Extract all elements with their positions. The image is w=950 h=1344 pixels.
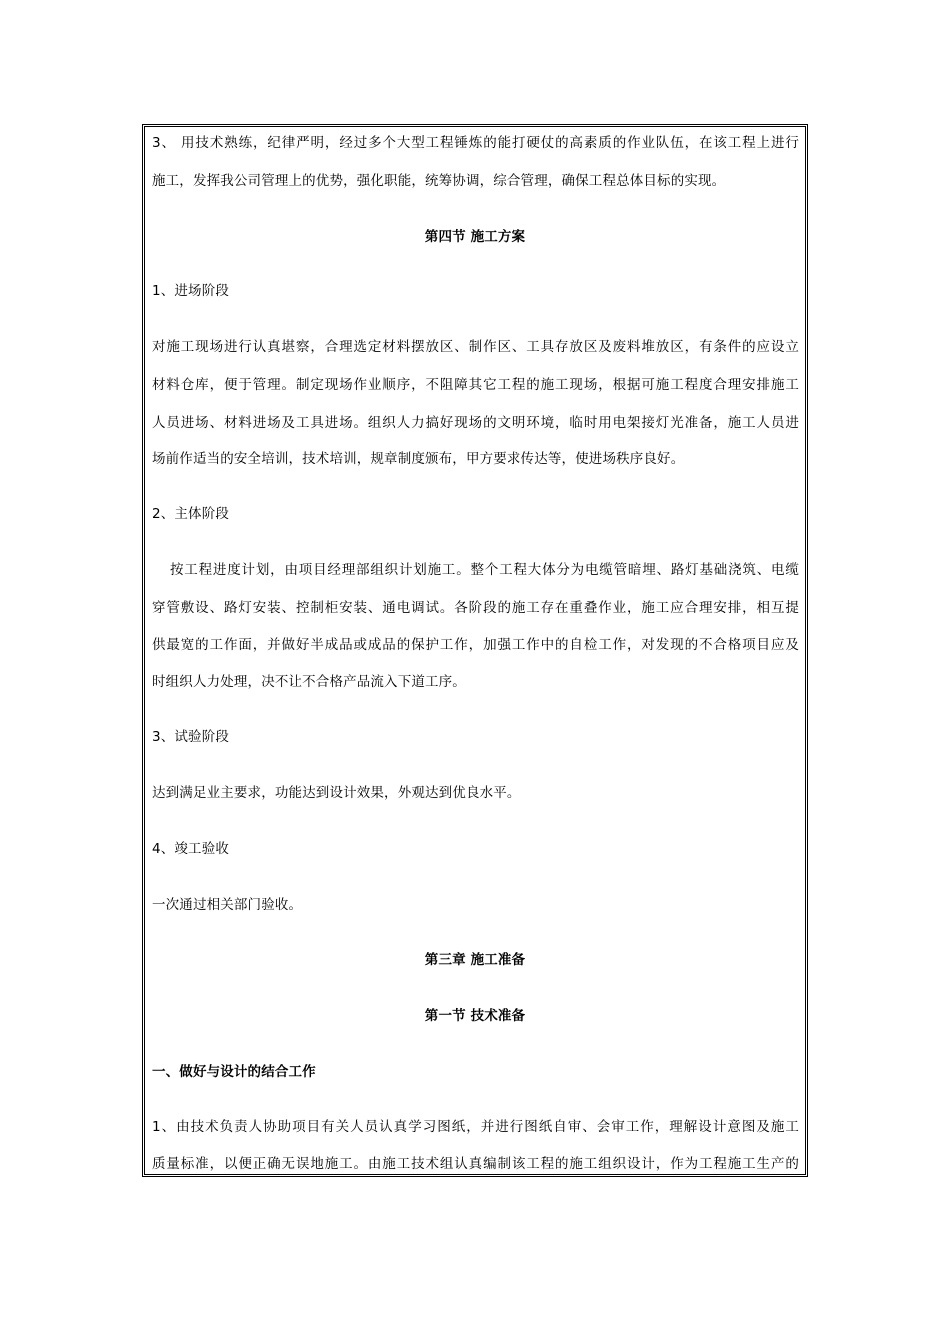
stage-2-line-2: 穿管敷设、路灯安装、控制柜安装、通电调试。各阶段的施工存在重叠作业，施工应合理安排，相互提 (152, 600, 799, 616)
part-1-heading: 一、做好与设计的结合工作 (152, 1064, 316, 1080)
chapter-3-title: 第三章 施工准备 (424, 952, 526, 968)
stage-3-heading: 3、试验阶段 (152, 729, 229, 745)
stage-2-heading: 2、主体阶段 (152, 506, 229, 522)
stage-1-heading: 1、进场阶段 (152, 283, 229, 299)
intro-3-line-1: 3、 用技术熟练，纪律严明，经过多个大型工程锤炼的能打硬仗的高素质的作业队伍，在该工程上进行 (152, 135, 799, 151)
stage-1-line-2: 材料仓库，便于管理。制定现场作业顺序，不阻障其它工程的施工现场，根据可施工程度合理安排施工 (152, 377, 799, 393)
stage-4-body: 一次通过相关部门验收。 (152, 897, 303, 913)
part-1-line-1: 1、由技术负责人协助项目有关人员认真学习图纸，并进行图纸自审、会审工作，理解设计意图及施工 (152, 1119, 799, 1135)
section-4-title: 第四节 施工方案 (424, 229, 526, 245)
part-1-line-2: 质量标准，以便正确无误地施工。由施工技术组认真编制该工程的施工组织设计，作为工程施工生产的 (152, 1156, 799, 1172)
stage-2-line-4: 时组织人力处理，决不让不合格产品流入下道工序。 (152, 674, 466, 690)
stage-4-heading: 4、竣工验收 (152, 841, 229, 857)
stage-2-line-3: 供最宽的工作面，并做好半成品或成品的保护工作，加强工作中的自检工作，对发现的不合格项目应及 (152, 637, 799, 653)
intro-3-line-2: 施工，发挥我公司管理上的优势，强化职能，统筹协调，综合管理，确保工程总体目标的实现。 (152, 173, 726, 189)
section-1-title: 第一节 技术准备 (424, 1008, 526, 1024)
stage-3-body: 达到满足业主要求，功能达到设计效果，外观达到优良水平。 (152, 785, 521, 801)
stage-1-line-4: 场前作适当的安全培训，技术培训，规章制度颁布，甲方要求传达等，使进场秩序良好。 (152, 451, 685, 467)
stage-1-line-1: 对施工现场进行认真堪察，合理选定材料摆放区、制作区、工具存放区及废料堆放区，有条件的应设立 (152, 339, 799, 355)
document-frame (142, 124, 808, 1177)
stage-1-line-3: 人员进场、材料进场及工具进场。组织人力搞好现场的文明环境，临时用电架接灯光准备，施工人员进 (152, 415, 799, 431)
stage-2-line-1: 按工程进度计划，由项目经理部组织计划施工。整个工程大体分为电缆管暗埋、路灯基础浇筑、电缆 (170, 562, 799, 578)
